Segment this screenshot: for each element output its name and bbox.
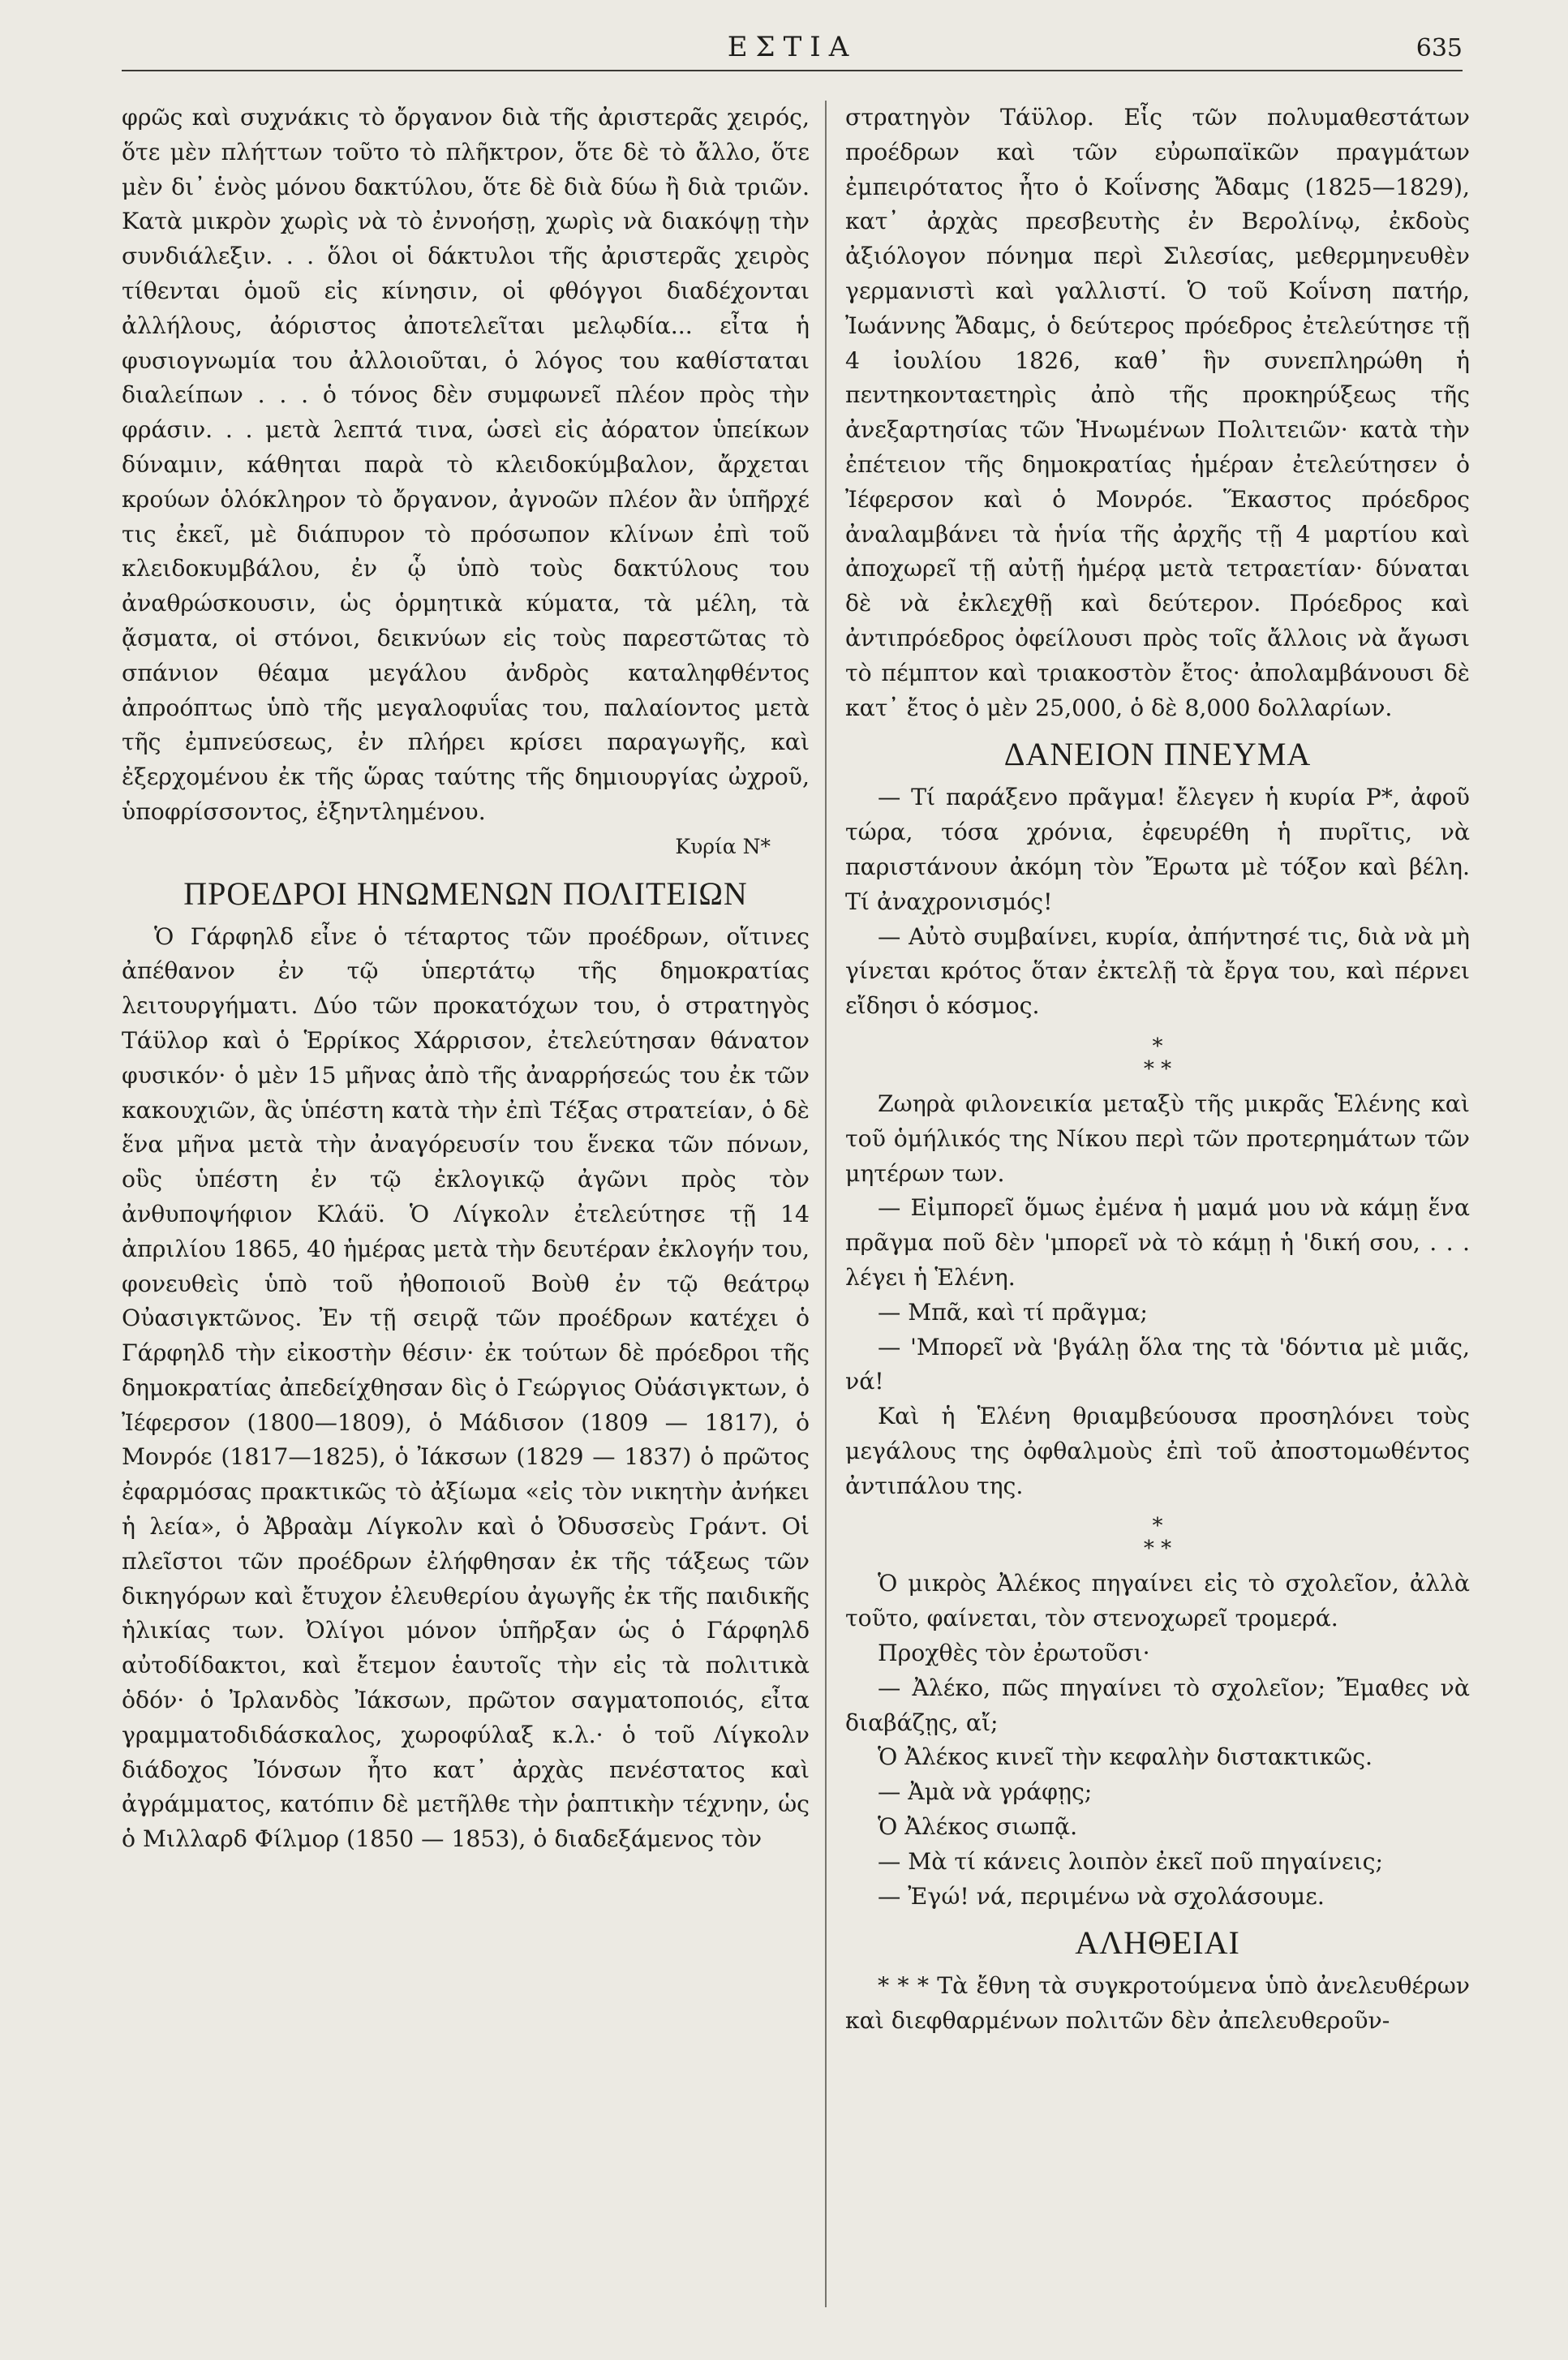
borrowed-wit-paragraph: — Τί παράξενο πρᾶγμα! ἔλεγεν ἡ κυρία Ρ*, ἀφοῦ τώρα, τόσα χρόνια, ἐφευρέθη ἡ πυρῖτις, νὰ παριστάνουν ἀκόμη τὸν Ἔρωτα μὲ τόξον καὶ βέλη. Τί ἀναχρονισμός! [845,784,1470,915]
anecdote-paragraph: — 'Μπορεῖ νὰ 'βγάλῃ ὅλα της τὰ 'δόντια μὲ μιᾶς, νά! [845,1333,1470,1395]
continued-article-text: φρῶς καὶ συχνάκις τὸ ὄργανον διὰ τῆς ἀριστερᾶς χειρός, ὅτε μὲν πλήττων τοῦτο τὸ πλῆκτρον, ὅτε δὲ τὸ ἄλλο, ὅτε μὲν δι᾿ ἑνὸς μόνου δακτύλου, ὅτε δὲ διὰ δύω ἢ διὰ τριῶν. Κατὰ μικρὸν χωρὶς νὰ τὸ ἐννοήσῃ, χωρὶς νὰ διακόψῃ τὴν συνδιάλεξιν. . . ὅλοι οἱ δάκτυλοι τῆς ἀριστερᾶς χειρὸς τίθενται ὁμοῦ εἰς κίνησιν, οἱ φθόγγοι διαδέχονται ἀλλήλους, ἀόριστος ἀποτελεῖται μελῳδία... εἶτα ἡ φυσιογνωμία του ἀλλοιοῦται, ὁ λόγος του καθίσταται διαλείπων . . . ὁ τόνος δὲν συμφωνεῖ πλέον πρὸς τὴν φράσιν. . . μετὰ λεπτά τινα, ὡσεὶ εἰς ἀόρατον ὑπείκων δύναμιν, κάθηται παρὰ τὸ κλειδοκύμβαλον, ἄρχεται κρούων ὁλόκληρον τὸ ὄργανον, ἀγνοῶν πλέον ἂν ὑπῆρχέ τις ἐκεῖ, μὲ διάπυρον τὸ πρόσωπον κλίνων ἐπὶ τοῦ κλειδοκυμβάλου, ἐν ᾧ ὑπὸ τοὺς δακτύλους του ἀναθρώσκουσιν, ὡς ὁρμητικὰ κύματα, τὰ μέλη, τὰ ᾄσματα, οἱ στόνοι, δεικνύων εἰς τοὺς παρεστῶτας τὸ σπάνιον θέαμα μεγάλου ἀνδρὸς καταληφθέντος ἀπροόπτως ὑπὸ τῆς μεγαλοφυΐας του, παλαίοντος μετὰ τῆς ἐμπνεύσεως, ἐν πλήρει κρίσει παραγωγῆς, καὶ ἐξερχομένου ἐκ τῆς ὥρας ταύτης τῆς δημιουργίας ὠχροῦ, ὑποφρίσσοντος, ἐξηντλημένου. [122,104,810,825]
anecdote-paragraph: Ὁ Ἀλέκος κινεῖ τὴν κεφαλὴν διστακτικῶς. [878,1743,1373,1771]
anecdote-paragraph: — Ἐγώ! νά, περιμένω νὰ σχολάσουμε. [878,1882,1325,1910]
section-title-truths: ΑΛΗΘΕΙΑΙ [1075,1924,1240,1962]
anecdote-paragraph: Ὁ Ἀλέκος σιωπᾷ. [878,1813,1078,1841]
asterism-glyph: * [1152,1514,1163,1539]
anecdote-paragraph: Προχθὲς τὸν ἐρωτοῦσι· [878,1640,1150,1667]
article-signature: Κυρία Ν* [675,834,771,858]
presidents-article-text: Ὁ Γάρφηλδ εἶνε ὁ τέταρτος τῶν προέδρων, οἵτινες ἀπέθανον ἐν τῷ ὑπερτάτῳ τῆς δημοκρατίας λειτουργήματι. Δύο τῶν προκατόχων του, ὁ στρατηγὸς Τάϋλορ καὶ ὁ Ἑρρίκος Χάρρισον, ἐτελεύτησαν θάνατον φυσικόν· ὁ μὲν 15 μῆνας ἀπὸ τῆς ἀναρρήσεώς του ἐκ τῶν κακουχιῶν, ἃς ὑπέστη κατὰ τὴν ἐπὶ Τέξας στρατείαν, ὁ δὲ ἕνα μῆνα μετὰ τὴν ἀναγόρευσίν του ἕνεκα τῶν πόνων, οὓς ὑπέστη ἐν τῷ ἐκλογικῷ ἀγῶνι πρὸς τὸν ἀνθυποψήφιον Κλάϋ. Ὁ Λίγκολν ἐτελεύτησε τῇ 14 ἀπριλίου 1865, 40 ἡμέρας μετὰ τὴν δευτέραν ἐκλογήν του, φονευθεὶς ὑπὸ τοῦ ἠθοποιοῦ Βοὺθ ἐν τῷ θεάτρῳ Οὐασιγκτῶνος. Ἐν τῇ σειρᾷ τῶν προέδρων κατέχει ὁ Γάρφηλδ τὴν εἰκοστὴν θέσιν· ἐκ τούτων δὲ πρόεδροι τῆς δημοκρατίας ἀπεδείχθησαν δὶς ὁ Γεώργιος Οὐάσιγκτων, ὁ Ἰέφερσον (1800—1809), ὁ Μάδισον (1809 — 1817), ὁ Μονρόε (1817—1825), ὁ Ἰάκσων (1829 — 1837) ὁ πρῶτος ἐφαρμόσας πρακτικῶς τὸ ἀξίωμα «εἰς τὸν νικητὴν ἀνήκει ἡ λεία», ὁ Ἀβραὰμ Λίγκολν καὶ ὁ Ὀδυσσεὺς Γράντ. Οἱ πλεῖστοι τῶν προέδρων ἐλήφθησαν ἐκ τῆς τάξεως τῶν δικηγόρων καὶ ἔτυχον ἐλευθερίου ἀγωγῆς ἐκ τῆς παιδικῆς ἡλικίας των. Ὀλίγοι μόνον ὑπῆρξαν ὡς ὁ Γάρφηλδ αὐτοδίδακτοι, καὶ ἔτεμον ἑαυτοῖς τὴν εἰς τὰ πολιτικὰ ὁδόν· ὁ Ἰρλανδὸς Ἰάκσων, πρῶτον σαγματοποιός, εἶτα γραμματοδιδάσκαλος, χωροφύλαξ κ.λ.· ὁ τοῦ Λίγκολν διάδοχος Ἰόνσων ἦτο κατ᾿ ἀρχὰς πενέστατος καὶ ἀγράμματος, κατόπιν δὲ μετῆλθε τὴν ῥαπτικὴν τέχνην, ὡς ὁ Μιλλαρδ Φίλμορ (1850 — 1853), ὁ διαδεξάμενος τὸν [122,922,810,1853]
anecdote-paragraph: Ζωηρὰ φιλονεικία μεταξὺ τῆς μικρᾶς Ἑλένης καὶ τοῦ ὁμήλικός της Νίκου περὶ τῶν προτερημάτων τῶν μητέρων των. [845,1090,1470,1187]
section-title-borrowed-wit: ΔΑΝΕΙΟΝ ΠΝΕΥΜΑ [1003,736,1312,773]
anecdote-paragraph: Καὶ ἡ Ἑλένη θριαμβεύουσα προσηλόνει τοὺς μεγάλους της ὀφθαλμοὺς ἐπὶ τοῦ ἀποστομωθέντος ἀντιπάλου της. [845,1403,1470,1499]
journal-title: ΕΣΤΙΑ [727,31,857,63]
asterism-glyph: * [1152,1034,1163,1059]
anecdote-paragraph: — Μὰ τί κάνεις λοιπὸν ἐκεῖ ποῦ πηγαίνεις; [878,1847,1384,1875]
column-divider [825,101,827,2307]
asterism-glyph: * * [1143,1056,1172,1081]
borrowed-wit-paragraph: — Αὐτὸ συμβαίνει, κυρία, ἀπήντησέ τις, διὰ νὰ μὴ γίνεται κρότος ὅταν ἐκτελῇ τὰ ἔργα του, καὶ πέρνει εἴδησι ὁ κόσμος. [845,922,1470,1020]
left-column [122,101,810,1857]
right-column [845,101,1470,2039]
presidents-article-continuation: στρατηγὸν Τάϋλορ. Εἷς τῶν πολυμαθεστάτων προέδρων καὶ τῶν εὐρωπαϊκῶν πραγμάτων ἐμπειρότατος ἦτο ὁ Κοΐνσης Ἄδαμς (1825—1829), κατ᾿ ἀρχὰς πρεσβευτὴς ἐν Βερολίνῳ, ἐκδοὺς ἀξιόλογον πόνημα περὶ Σιλεσίας, μεθερμηνευθὲν γερμανιστὶ καὶ γαλλιστί. Ὁ τοῦ Κοΐνση πατήρ, Ἰωάννης Ἄδαμς, ὁ δεύτερος πρόεδρος ἐτελεύτησε τῇ 4 ἰουλίου 1826, καθ᾿ ἣν συνεπληρώθη ἡ πεντηκονταετηρὶς ἀπὸ τῆς προκηρύξεως τῆς ἀνεξαρτησίας τῶν Ἡνωμένων Πολιτειῶν· κατὰ τὴν ἐπέτειον τῆς δημοκρατίας ἡμέραν ἐτελεύτησεν ὁ Ἰέφερσον καὶ ὁ Μονρόε. Ἕκαστος πρόεδρος ἀναλαμβάνει τὰ ἡνία τῆς ἀρχῆς τῇ 4 μαρτίου καὶ ἀποχωρεῖ τῇ αὐτῇ ἡμέρᾳ μετὰ τετραετίαν· δύναται δὲ νὰ ἐκλεχθῇ καὶ δεύτερον. Πρόεδρος καὶ ἀντιπρόεδρος ὀφείλουσι πρὸς τοῖς ἄλλοις νὰ ἄγωσι τὸ πέμπτον καὶ τριακοστὸν ἔτος· ἀπολαμβάνουσι δὲ κατ᾿ ἔτος ὁ μὲν 25,000, ὁ δὲ 8,000 δολλαρίων. [845,104,1470,721]
asterism-divider [845,1035,1470,1081]
anecdote-paragraph: — Μπᾶ, καὶ τί πρᾶγμα; [878,1298,1148,1326]
truths-text: * * * Τὰ ἔθνη τὰ συγκροτούμενα ὑπὸ ἀνελευθέρων καὶ διεφθαρμένων πολιτῶν δὲν ἀπελευθεροῦν- [845,1972,1470,2035]
anecdote-paragraph: — Ἀμὰ νὰ γράφῃς; [878,1778,1093,1806]
anecdote-paragraph: — Ἀλέκο, πῶς πηγαίνει τὸ σχολεῖον; Ἔμαθες νὰ διαβάζῃς, αἴ; [845,1674,1470,1736]
page-number: 635 [1415,34,1463,62]
asterism-divider [845,1515,1470,1560]
anecdote-paragraph: Ὁ μικρὸς Ἀλέκος πηγαίνει εἰς τὸ σχολεῖον, ἀλλὰ τοῦτο, φαίνεται, τὸν στενοχωρεῖ τρομερά. [845,1570,1470,1632]
section-title-presidents: ΠΡΟΕΔΡΟΙ ΗΝΩΜΕΝΩΝ ΠΟΛΙΤΕΙΩΝ [183,875,748,912]
running-head [122,29,1463,71]
asterism-glyph: * * [1143,1537,1172,1562]
anecdote-paragraph: — Εἰμπορεῖ ὅμως ἐμένα ἡ μαμά μου νὰ κάμῃ ἕνα πρᾶγμα ποῦ δὲν 'μπορεῖ νὰ τὸ κάμῃ ἡ 'δική σου, . . . λέγει ἡ Ἑλένη. [845,1194,1470,1291]
